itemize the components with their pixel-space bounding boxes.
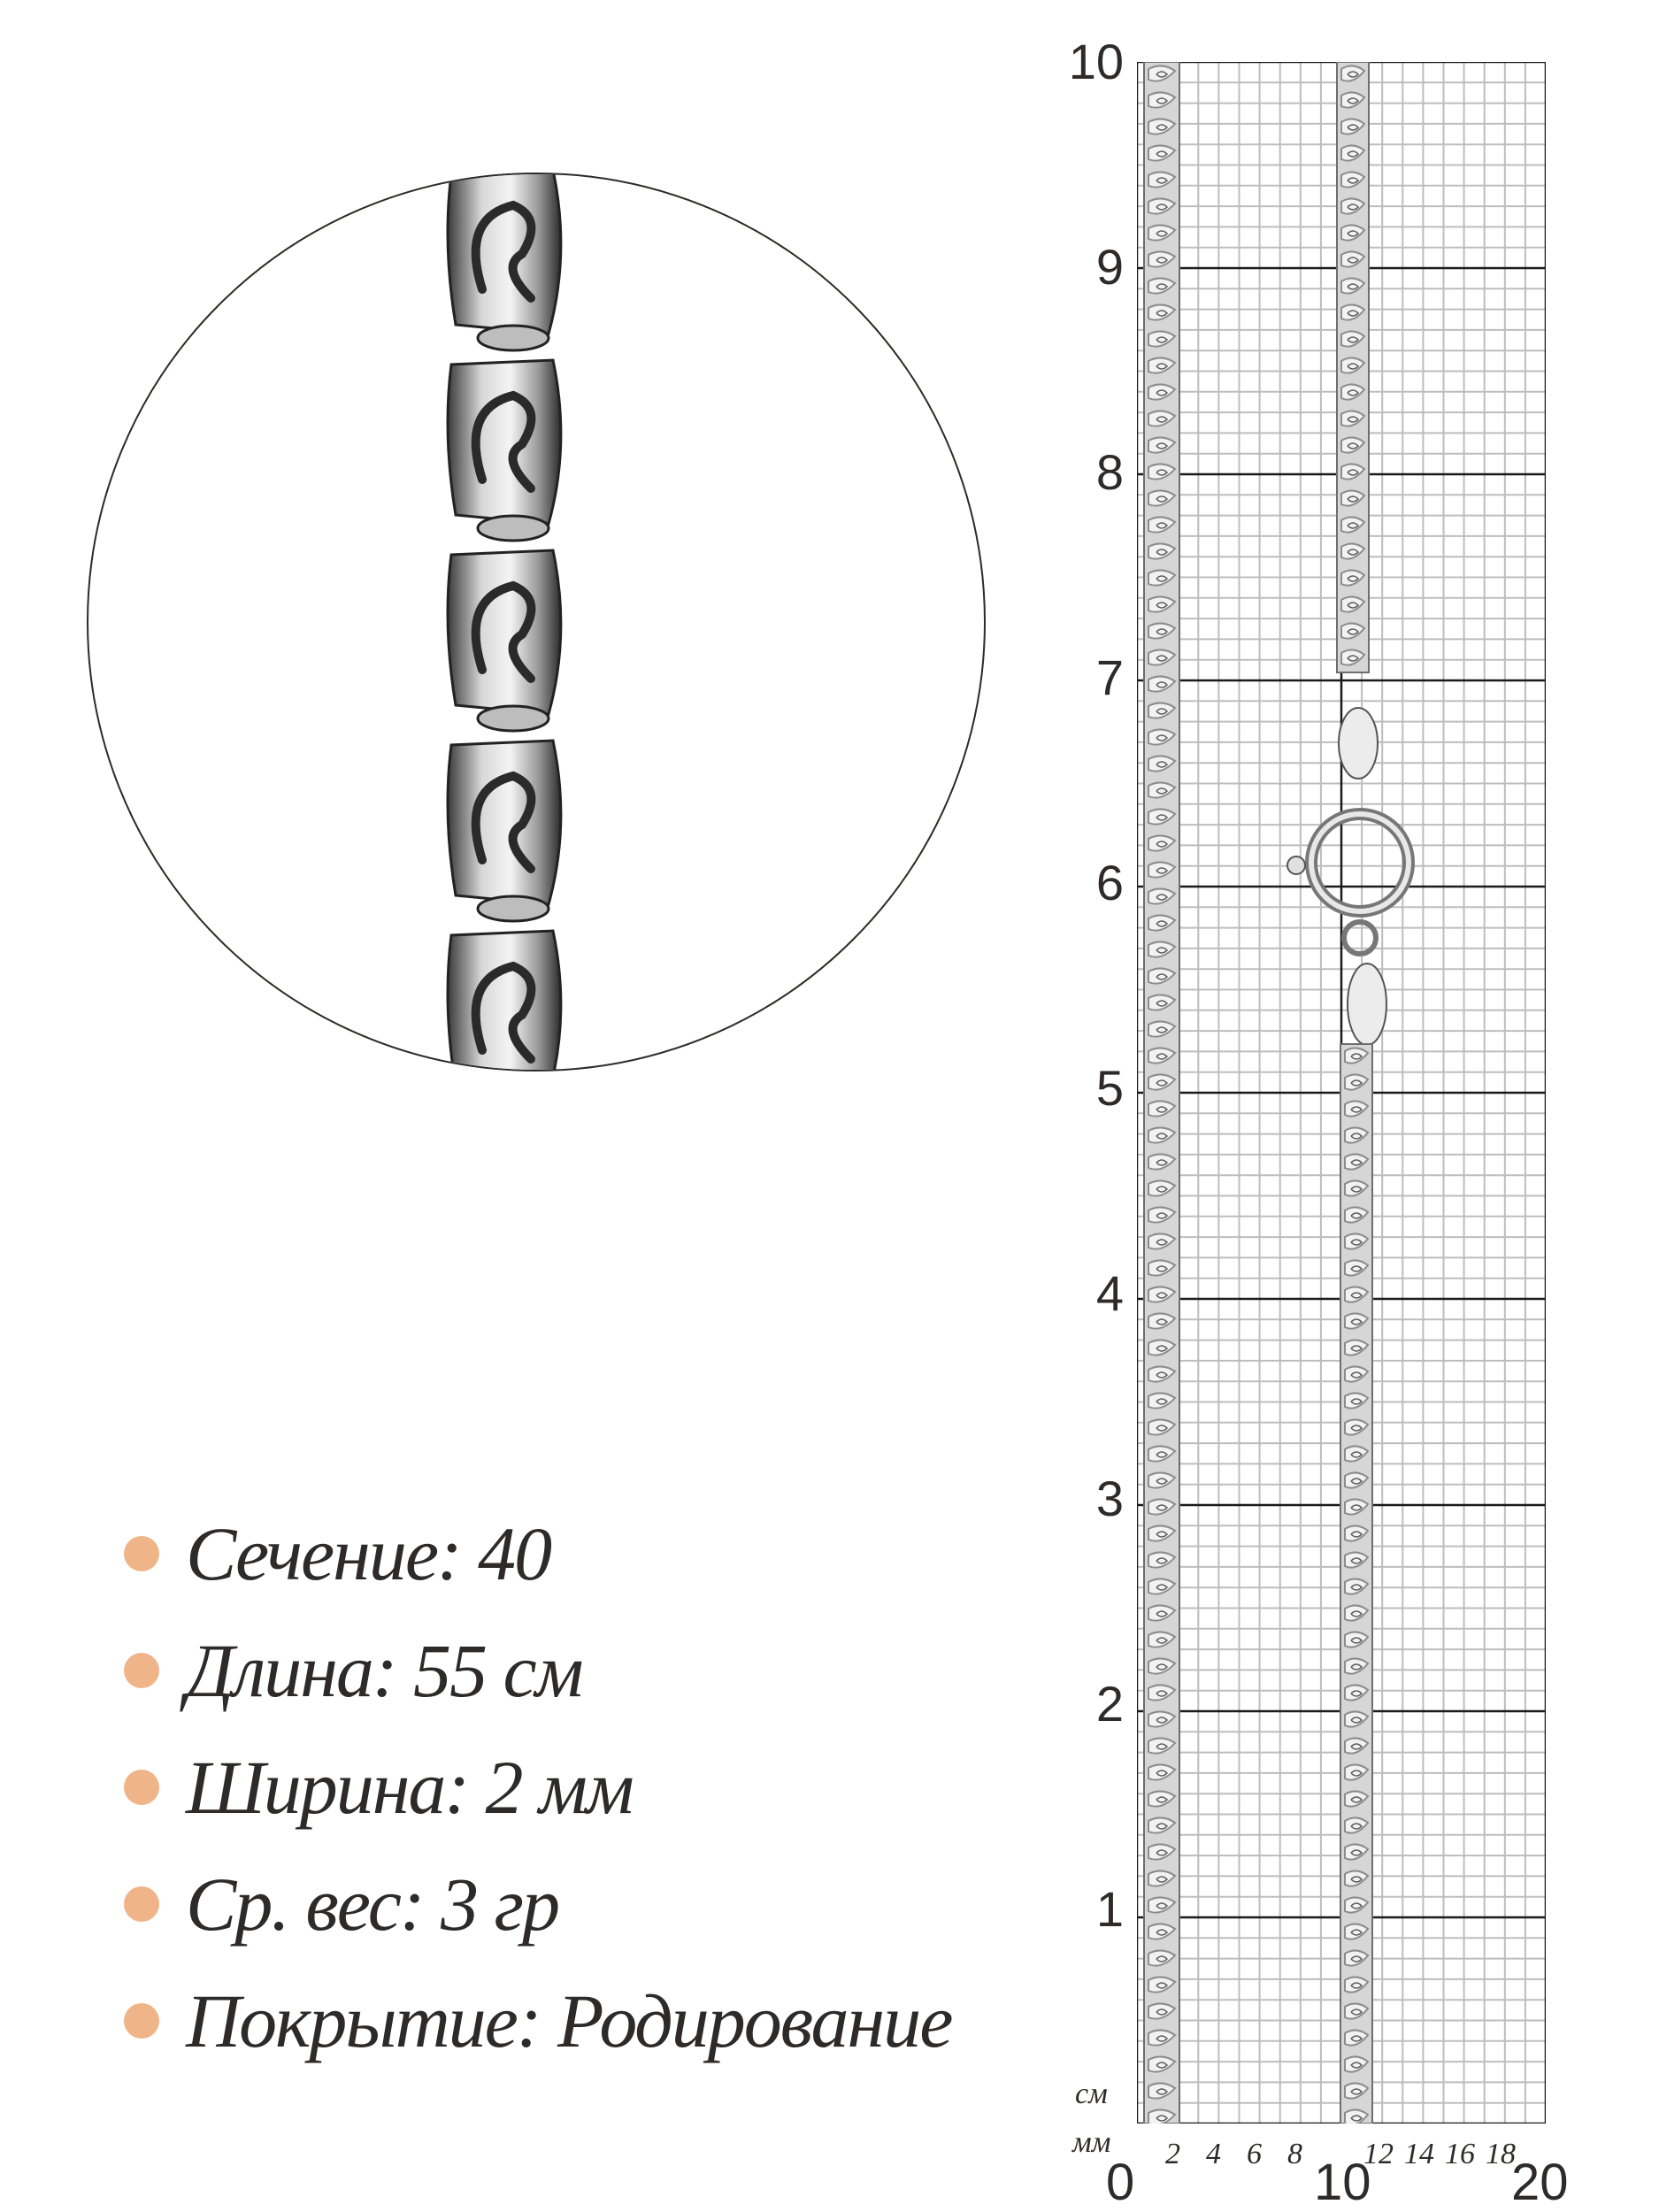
x-label-20: 20 (1511, 2154, 1569, 2211)
x-label-6: 6 (1247, 2138, 1262, 2170)
y-label-5: 5 (1095, 1060, 1124, 1116)
measurement-ruler (1044, 18, 1628, 2211)
spec-width-text: Ширина: 2 мм (186, 1745, 633, 1830)
x-label-2: 2 (1165, 2138, 1180, 2170)
chain-left-image (1144, 62, 1179, 2124)
y-label-6: 6 (1095, 855, 1124, 910)
specs-list (124, 1495, 951, 2079)
spec-coating-text: Покрытие: Родирование (186, 1978, 952, 2063)
x-label-16: 16 (1445, 2138, 1475, 2170)
x-unit-mm: мм (1072, 2126, 1111, 2159)
spec-weight (124, 1846, 951, 1962)
y-label-3: 3 (1095, 1471, 1124, 1526)
bullet-icon (124, 1770, 159, 1805)
chain-closeup-image (87, 173, 986, 1071)
y-label-2: 2 (1095, 1676, 1124, 1732)
y-unit-cm: см (1075, 2078, 1108, 2110)
y-label-9: 9 (1095, 239, 1124, 295)
spec-section (124, 1495, 951, 1612)
y-label-7: 7 (1095, 649, 1124, 705)
x-label-0: 0 (1106, 2154, 1135, 2211)
y-label-10: 10 (1068, 34, 1124, 89)
x-label-14: 14 (1404, 2138, 1434, 2170)
spec-section-text: Сечение: 40 (186, 1511, 551, 1596)
x-label-8: 8 (1287, 2138, 1302, 2170)
spec-length (124, 1612, 951, 1729)
spec-length-text: Длина: 55 см (186, 1628, 582, 1713)
spec-weight-text: Ср. вес: 3 гр (186, 1862, 559, 1947)
x-label-10: 10 (1314, 2154, 1371, 2211)
bullet-icon (124, 1536, 159, 1571)
chain-closeup-drawing (88, 174, 984, 1070)
x-label-12: 12 (1363, 2138, 1394, 2170)
bullet-icon (124, 1886, 159, 1922)
y-label-1: 1 (1095, 1881, 1124, 1937)
y-label-8: 8 (1095, 444, 1124, 500)
bullet-icon (124, 1653, 159, 1688)
x-label-4: 4 (1206, 2138, 1221, 2170)
spec-width (124, 1729, 951, 1846)
x-label-18: 18 (1486, 2138, 1516, 2170)
spec-coating (124, 1962, 951, 2079)
ruler-grid (1137, 62, 1546, 2124)
y-label-4: 4 (1095, 1265, 1124, 1321)
bullet-icon (124, 2003, 159, 2039)
